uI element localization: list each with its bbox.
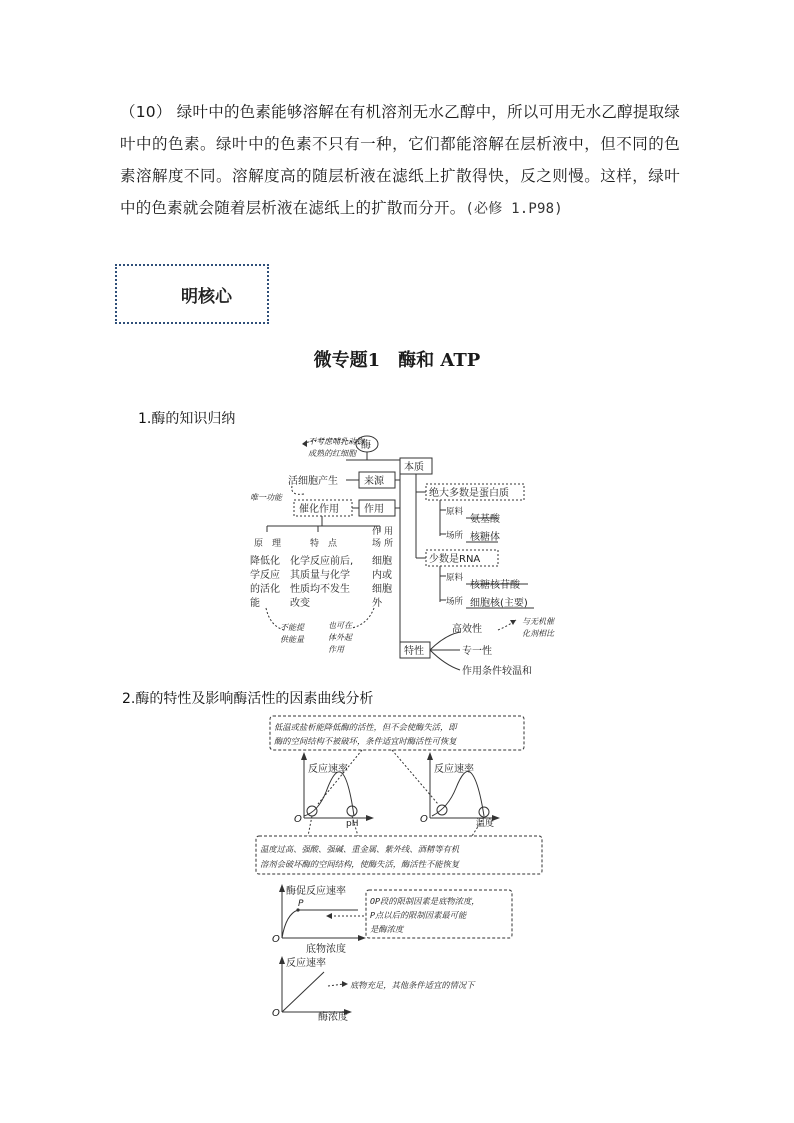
paragraph-reference: (必修 1.P98) <box>465 201 563 217</box>
trait-head: 特 点 <box>310 539 338 549</box>
principle-line-1: 降低化 <box>250 556 280 567</box>
temp-graph-x-label: 温度 <box>476 819 495 829</box>
catalysis-label: 催化作用 <box>299 504 339 515</box>
high-efficiency: 高效性 <box>452 624 482 635</box>
site-head-1: 作 <box>372 527 382 537</box>
enzyme-curves-diagram <box>252 712 552 1024</box>
no-energy-note-2: 供能量 <box>280 635 304 644</box>
topic-title: 微专题1 酶和 ATP <box>313 350 481 371</box>
section-box <box>115 264 269 324</box>
enzyme-root: 酶 <box>361 440 371 451</box>
enzyme-graph-x-label: 酶浓度 <box>318 1012 348 1023</box>
ribosome: 核糖体 <box>470 532 500 543</box>
enzyme-graph-y-label: 反应速率 <box>286 958 326 969</box>
paragraph-text: 绿叶中的色素能够溶解在有机溶剂无水乙醇中，所以可用无水乙醇提取绿叶中的色素。绿叶中的色素不只有一种，它们都能溶解在层析液中，但不同的色素溶解度不同。溶解度高的随层析液在滤纸上扩散得快，反之则慢。这样，绿叶中的色素就会随着层析液在滤纸上的扩散而分开。 <box>120 103 680 217</box>
only-function-note: 唯一功能 <box>250 493 282 502</box>
site-line-4: 外 <box>372 598 382 609</box>
site-line-1: 细胞 <box>372 556 392 567</box>
raw-material-label-2: 原料 <box>446 573 464 583</box>
low-temp-note-2: 酶的空间结构不被破坏，条件适宜时酶活性可恢复 <box>274 736 457 746</box>
section1-heading: 1.酶的知识归纳 <box>138 411 236 427</box>
site-head-3: 场 <box>372 539 382 549</box>
substrate-graph-y-label: 酶促反应速率 <box>286 886 346 897</box>
live-cell: 活细胞产生 <box>288 476 338 487</box>
principle-line-4: 能 <box>250 598 260 609</box>
in-vitro-note-2: 体外起 <box>328 633 352 642</box>
raw-material-label: 原料 <box>446 507 464 517</box>
nucleus: 细胞核(主要) <box>470 598 528 609</box>
site-head-2: 用 <box>384 527 394 537</box>
temp-graph-origin: O <box>420 814 428 825</box>
trait-line-4: 改变 <box>290 598 310 609</box>
principle-line-2: 学反应 <box>250 570 280 581</box>
nature-label: 本质 <box>404 462 424 473</box>
site-label: 场所 <box>446 531 464 541</box>
substrate-note-3: 是酶浓度 <box>370 924 404 934</box>
substrate-note-1: OP段的限制因素是底物浓度， <box>370 896 480 906</box>
ph-graph-origin: O <box>294 814 302 825</box>
source-label: 来源 <box>364 476 384 487</box>
principle-line-3: 的活化 <box>250 584 280 595</box>
principle-head: 原 理 <box>254 539 282 549</box>
enzyme-graph-origin: O <box>272 1008 280 1019</box>
section2-heading: 2.酶的特性及影响酶活性的因素曲线分析 <box>122 691 374 707</box>
box-label: 明核心 <box>181 286 232 307</box>
note-rbc-2: 成熟的红细胞 <box>308 449 356 458</box>
enzyme-note: 底物充足，其他条件适宜的情况下 <box>350 980 475 990</box>
in-vitro-note-3: 作用 <box>328 645 344 654</box>
site-line-3: 细胞 <box>372 584 392 595</box>
inorganic-note-1: 与无机催 <box>522 617 554 626</box>
no-energy-note-1: 不能提 <box>280 623 304 632</box>
substrate-graph-x-label: 底物浓度 <box>306 944 346 955</box>
substrate-note-2: P点以后的限制因素最可能 <box>370 910 467 920</box>
site-label-2: 场所 <box>446 597 464 607</box>
role-label: 作用 <box>364 504 384 515</box>
note-rbc-1: 不考虑哺乳动物 <box>308 437 364 446</box>
ph-graph-y-label: 反应速率 <box>308 764 348 775</box>
trait-line-3: 性质均不发生 <box>290 584 350 595</box>
temp-graph-y-label: 反应速率 <box>434 764 474 775</box>
specificity: 专一性 <box>462 646 492 657</box>
property-label: 特性 <box>404 646 424 657</box>
ribonucleotide: 核糖核苷酸 <box>470 580 520 591</box>
site-head-4: 所 <box>384 539 394 549</box>
point-p: P <box>298 899 304 909</box>
substrate-graph-origin: O <box>272 934 280 945</box>
ph-graph-x-label: pH <box>346 819 359 829</box>
denature-note-2: 溶剂会破坏酶的空间结构，使酶失活，酶活性不能恢复 <box>260 859 460 869</box>
site-line-2: 内或 <box>372 570 392 581</box>
enzyme-knowledge-diagram <box>240 430 560 680</box>
paragraph-number: （10） <box>120 103 172 121</box>
in-vitro-note-1: 也可在 <box>328 621 352 630</box>
trait-line-1: 化学反应前后, <box>290 556 354 567</box>
mild-conditions: 作用条件较温和 <box>462 666 532 677</box>
denature-note-1: 温度过高、强酸、强碱、重金属、紫外线、酒精等有机 <box>260 844 460 854</box>
few-rna: 少数是RNA <box>429 554 481 565</box>
amino-acid: 氨基酸 <box>470 514 500 525</box>
low-temp-note-1: 低温或盐析能降低酶的活性，但不会使酶失活，即 <box>274 722 457 732</box>
intro-paragraph <box>120 96 680 225</box>
trait-line-2: 其质量与化学 <box>290 570 350 581</box>
inorganic-note-2: 化剂相比 <box>522 629 554 638</box>
mostly-protein: 绝大多数是蛋白质 <box>429 488 509 499</box>
